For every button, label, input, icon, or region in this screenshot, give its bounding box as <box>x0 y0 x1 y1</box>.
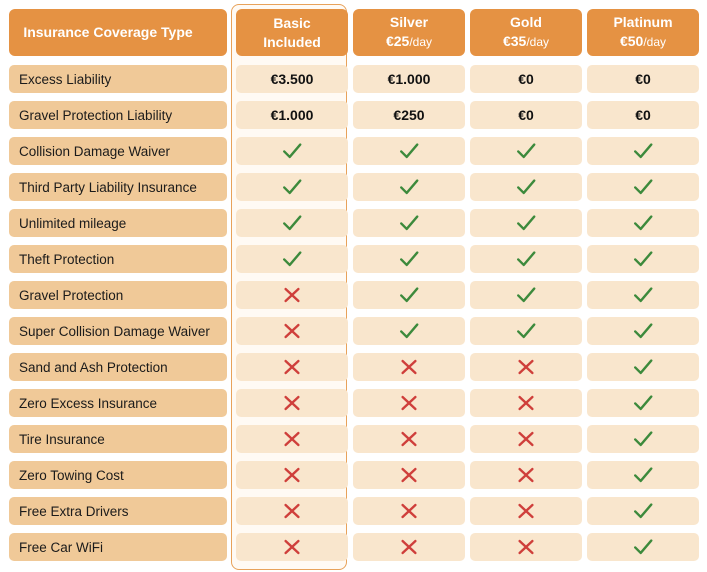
check-icon <box>398 212 420 234</box>
table-cell-silver <box>353 425 465 453</box>
check-icon <box>398 140 420 162</box>
row-label: Gravel Protection Liability <box>9 101 227 129</box>
row-label: Sand and Ash Protection <box>9 353 227 381</box>
table-cell-gold <box>470 425 582 453</box>
table-cell-gold <box>470 209 582 237</box>
row-label: Zero Towing Cost <box>9 461 227 489</box>
plan-price-unit: /day <box>409 35 433 49</box>
table-cell-platinum <box>587 353 699 381</box>
plan-header-gold <box>470 9 582 56</box>
table-cell-platinum <box>587 425 699 453</box>
check-icon <box>632 428 654 450</box>
cross-icon <box>515 536 537 558</box>
check-icon <box>632 248 654 270</box>
table-cell-gold <box>470 497 582 525</box>
cross-icon <box>281 356 303 378</box>
header-coverage-type: Insurance Coverage Type <box>9 9 227 56</box>
plan-name: Platinum <box>613 14 673 30</box>
table-cell-platinum <box>587 533 699 561</box>
row-label: Theft Protection <box>9 245 227 273</box>
table-cell-platinum <box>587 137 699 165</box>
table-cell-silver <box>353 137 465 165</box>
table-cell-basic <box>236 209 348 237</box>
cross-icon <box>281 464 303 486</box>
plan-name: Silver <box>389 14 429 30</box>
table-cell-gold <box>470 281 582 309</box>
check-icon <box>398 176 420 198</box>
check-icon <box>632 500 654 522</box>
plan-name: Gold <box>510 14 542 30</box>
plan-price-line <box>503 32 549 52</box>
table-cell-silver <box>353 389 465 417</box>
check-icon <box>398 248 420 270</box>
check-icon <box>281 248 303 270</box>
cell-value: €0 <box>518 107 534 123</box>
table-cell-silver <box>353 533 465 561</box>
table-cell-basic <box>236 137 348 165</box>
plan-price-unit: /day <box>643 35 667 49</box>
cell-value: €3.500 <box>270 71 314 87</box>
table-cell-silver <box>353 245 465 273</box>
check-icon <box>632 536 654 558</box>
table-cell-platinum <box>587 245 699 273</box>
cell-value: €1.000 <box>270 107 314 123</box>
check-icon <box>632 140 654 162</box>
cross-icon <box>398 392 420 414</box>
cross-icon <box>515 392 537 414</box>
table-cell-basic <box>236 281 348 309</box>
check-icon <box>281 140 303 162</box>
table-cell-basic <box>236 497 348 525</box>
cross-icon <box>515 428 537 450</box>
check-icon <box>632 464 654 486</box>
table-cell-gold <box>470 389 582 417</box>
check-icon <box>398 320 420 342</box>
check-icon <box>515 248 537 270</box>
row-label: Zero Excess Insurance <box>9 389 227 417</box>
check-icon <box>632 212 654 234</box>
check-icon <box>632 284 654 306</box>
check-icon <box>398 284 420 306</box>
row-label: Free Extra Drivers <box>9 497 227 525</box>
table-cell-gold <box>470 353 582 381</box>
cross-icon <box>515 500 537 522</box>
table-cell-basic <box>236 245 348 273</box>
table-cell-silver <box>353 101 465 129</box>
cell-value: €250 <box>393 107 425 123</box>
cross-icon <box>515 356 537 378</box>
cross-icon <box>398 356 420 378</box>
table-cell-platinum <box>587 389 699 417</box>
cross-icon <box>281 500 303 522</box>
check-icon <box>515 176 537 198</box>
table-cell-basic <box>236 461 348 489</box>
check-icon <box>632 176 654 198</box>
table-cell-silver <box>353 461 465 489</box>
row-label: Gravel Protection <box>9 281 227 309</box>
table-cell-gold <box>470 317 582 345</box>
cell-value: €0 <box>635 71 651 87</box>
plan-sub: Included <box>263 33 321 50</box>
table-cell-platinum <box>587 101 699 129</box>
table-cell-platinum <box>587 317 699 345</box>
table-cell-silver <box>353 281 465 309</box>
check-icon <box>632 320 654 342</box>
check-icon <box>281 212 303 234</box>
table-cell-silver <box>353 497 465 525</box>
plan-header-silver <box>353 9 465 56</box>
table-cell-basic <box>236 65 348 93</box>
check-icon <box>515 212 537 234</box>
table-cell-gold <box>470 65 582 93</box>
table-cell-basic <box>236 533 348 561</box>
plan-header-platinum <box>587 9 699 56</box>
cross-icon <box>398 500 420 522</box>
table-cell-basic <box>236 389 348 417</box>
table-cell-gold <box>470 173 582 201</box>
plan-price: €35 <box>502 33 527 49</box>
row-label: Collision Damage Waiver <box>9 137 227 165</box>
cell-value: €0 <box>635 107 651 123</box>
cross-icon <box>281 284 303 306</box>
cross-icon <box>398 428 420 450</box>
table-cell-silver <box>353 65 465 93</box>
row-label: Third Party Liability Insurance <box>9 173 227 201</box>
cross-icon <box>515 464 537 486</box>
cross-icon <box>398 536 420 558</box>
table-cell-platinum <box>587 173 699 201</box>
table-cell-basic <box>236 317 348 345</box>
cell-value: €1.000 <box>387 71 431 87</box>
table-cell-platinum <box>587 497 699 525</box>
table-cell-gold <box>470 533 582 561</box>
table-cell-gold <box>470 101 582 129</box>
check-icon <box>515 140 537 162</box>
check-icon <box>632 392 654 414</box>
plan-price-line <box>620 32 666 52</box>
plan-price-line <box>263 33 321 52</box>
plan-header-basic <box>236 9 348 56</box>
table-cell-silver <box>353 317 465 345</box>
check-icon <box>281 176 303 198</box>
table-cell-platinum <box>587 461 699 489</box>
cross-icon <box>398 464 420 486</box>
check-icon <box>515 284 537 306</box>
table-cell-silver <box>353 353 465 381</box>
table-cell-gold <box>470 137 582 165</box>
row-label: Excess Liability <box>9 65 227 93</box>
cross-icon <box>281 428 303 450</box>
plan-name: Basic <box>273 14 311 31</box>
row-label: Super Collision Damage Waiver <box>9 317 227 345</box>
table-cell-basic <box>236 353 348 381</box>
cross-icon <box>281 536 303 558</box>
table-cell-platinum <box>587 65 699 93</box>
table-cell-gold <box>470 245 582 273</box>
row-label: Tire Insurance <box>9 425 227 453</box>
table-cell-basic <box>236 101 348 129</box>
plan-price: €50 <box>619 33 644 49</box>
table-cell-basic <box>236 425 348 453</box>
row-label: Unlimited mileage <box>9 209 227 237</box>
table-cell-platinum <box>587 209 699 237</box>
plan-price: €25 <box>385 33 410 49</box>
table-cell-gold <box>470 461 582 489</box>
cross-icon <box>281 392 303 414</box>
cell-value: €0 <box>518 71 534 87</box>
table-cell-silver <box>353 209 465 237</box>
table-cell-silver <box>353 173 465 201</box>
table-cell-platinum <box>587 281 699 309</box>
plan-price-line <box>386 32 432 52</box>
cross-icon <box>281 320 303 342</box>
check-icon <box>632 356 654 378</box>
plan-price-unit: /day <box>526 35 550 49</box>
table-cell-basic <box>236 173 348 201</box>
check-icon <box>515 320 537 342</box>
row-label: Free Car WiFi <box>9 533 227 561</box>
